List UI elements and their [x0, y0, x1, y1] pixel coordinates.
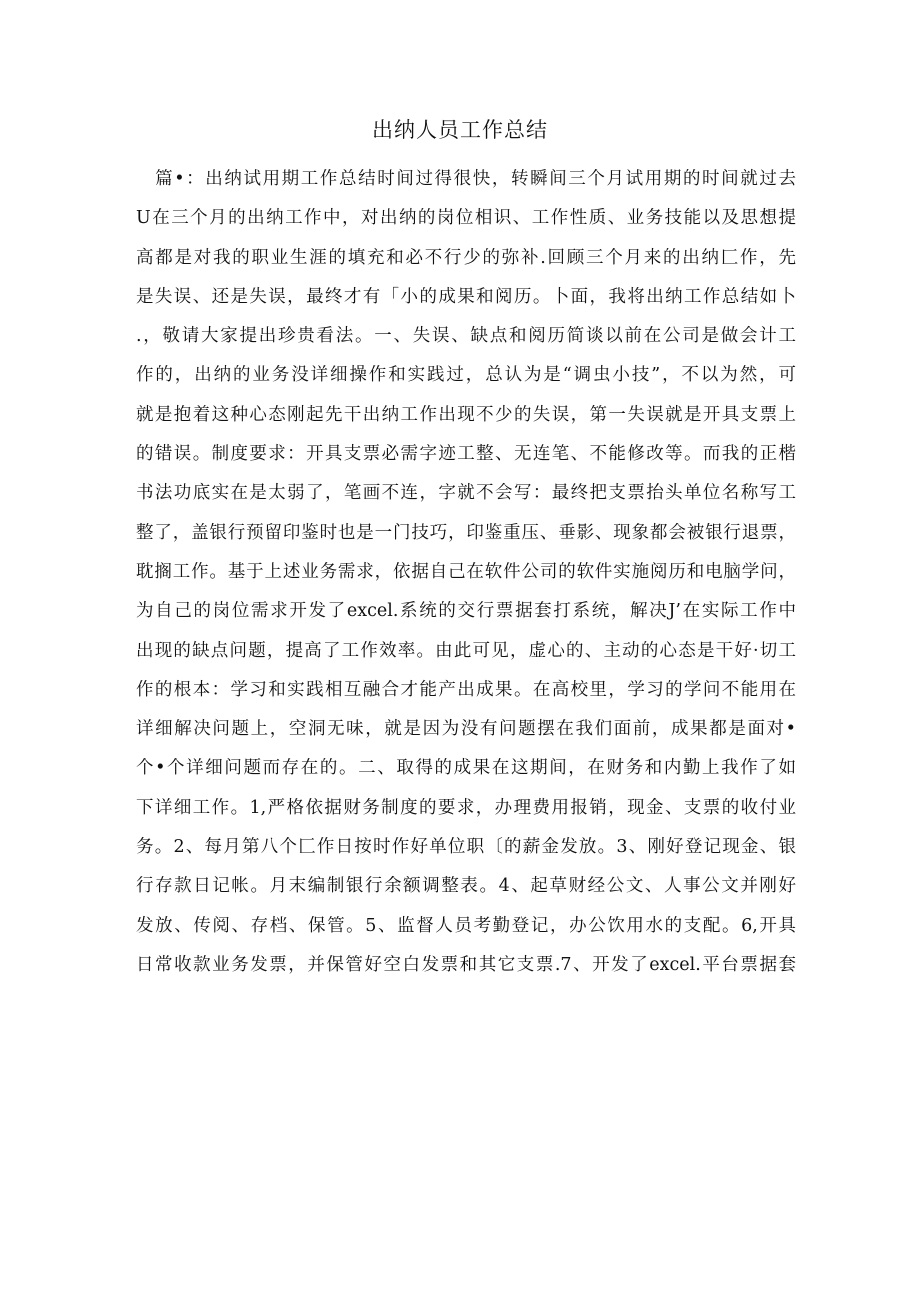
paragraph-line: 详细解决问题上，空洞无味，就是因为没有问题摆在我们面前，成果都是面对•: [136, 719, 796, 740]
paragraph-line: .，敬请大家提出珍贵看法。一、失误、缺点和阅历简谈以前在公司是做会计工: [136, 326, 796, 347]
paragraph-line: 的错误。制度要求：开具支票必需字迹工整、无连笔、不能修改等。而我的正楷: [136, 444, 796, 465]
paragraph-line: 作的，出纳的业务没详细操作和实践过，总认为是“调虫小技”，不以为然，可: [136, 365, 796, 386]
paragraph-line: 高都是对我的职业生涯的填充和必不行少的弥补.回顾三个月来的出纳匚作，先: [136, 247, 796, 268]
paragraph-line: 日常收款业务发票，并保管好空白发票和其它支票.7、开发了excel.平台票据套: [136, 954, 796, 975]
paragraph-line: 个•个详细问题而存在的。二、取得的成果在这期间，在财务和内勤上我作了如: [136, 758, 796, 779]
paragraph-line: 作的根本：学习和实践相互融合才能产出成果。在高校里，学习的学问不能用在: [136, 679, 796, 700]
paragraph-line: 书法功底实在是太弱了，笔画不连，字就不会写：最终把支票抬头单位名称写工: [136, 483, 796, 504]
paragraph-line: 出现的缺点问题，提高了工作效率。由此可见，虚心的、主动的心态是干好·切工: [136, 640, 796, 661]
paragraph-line: 篇•：出纳试用期工作总结时间过得很快，转瞬间三个月试用期的时间就过去: [136, 169, 796, 189]
paragraph-line: 是失误、还是失误，最终才有「小的成果和阅历。卜面，我将出纳工作总结如卜: [136, 286, 796, 307]
document-body: [136, 160, 796, 985]
paragraph-line: 耽搁工作。基于上述业务需求，依据自己在软件公司的软件实施阅历和电脑学问，: [136, 561, 796, 582]
document-title: 出纳人员工作总结: [372, 118, 548, 142]
paragraph-line: 为自己的岗位需求开发了excel.系统的交行票据套打系统，解决J’在实际工作中: [136, 601, 796, 622]
paragraph-line: 整了，盖银行预留印鉴时也是一门技巧，印鉴重压、垂影、现象都会被银行退票，: [136, 522, 796, 543]
paragraph-line: 行存款日记帐。月末编制银行余额调整表。4、起草财经公文、人事公文并刚好: [136, 876, 796, 897]
paragraph-line: U在三个月的出纳工作中，对出纳的岗位相识、工作性质、业务技能以及思想提: [136, 208, 796, 229]
paragraph-line: 就是抱着这种心态刚起先干出纳工作出现不少的失误，第一失误就是开具支票上: [136, 404, 796, 425]
paragraph-line: 发放、传阅、存档、保管。5、监督人员考勤登记，办公饮用水的支配。6,开具: [136, 915, 796, 936]
paragraph-line: 下详细工作。1,严格依据财务制度的要求，办理费用报销，现金、支票的收付业: [136, 797, 796, 818]
paragraph-line: 务。2、每月第八个匚作日按时作好单位职〔的薪金发放。3、刚好登记现金、银: [136, 837, 796, 858]
